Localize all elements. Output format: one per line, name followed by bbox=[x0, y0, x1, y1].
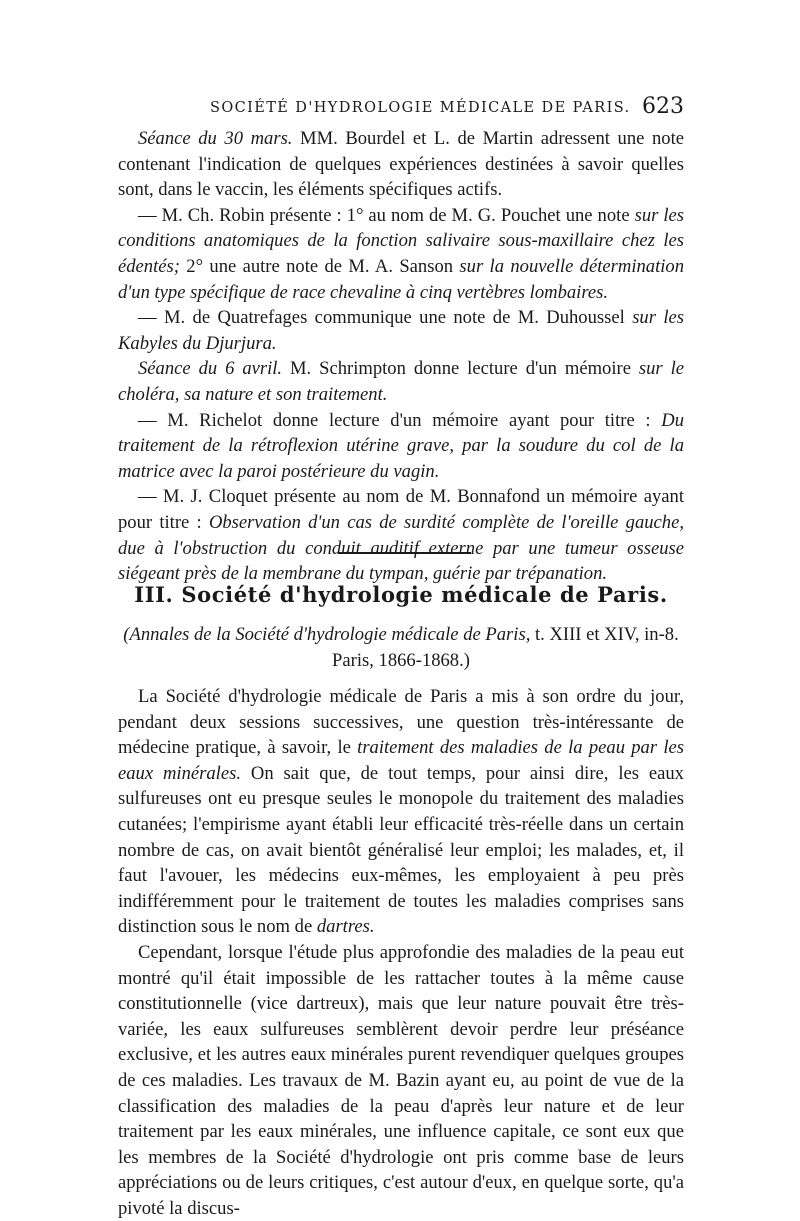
title-italic: sur le choléra, sa nature et son traitement. bbox=[118, 358, 684, 405]
paragraph-text: 2° une autre note de M. A. Sanson bbox=[179, 255, 460, 277]
section-heading: III. Société d'hydrologie médicale de Paris. bbox=[134, 582, 668, 607]
citation-details: t. XIII et XIV, in-8. Paris, 1866-1868.) bbox=[332, 624, 679, 671]
paragraph-text: — M. Ch. Robin présente : 1° au nom de M. G. Pouchet une note bbox=[138, 204, 635, 226]
paragraph-text: — M. J. Cloquet présente au nom de M. Bonnafond un mémoire ayant pour titre : bbox=[118, 486, 684, 533]
paragraph-richelot bbox=[118, 408, 684, 485]
proceedings-block bbox=[118, 126, 684, 587]
paragraph-text: MM. Bourdel et L. de Martin adressent une note contenant l'indication de quelques expériences destinées à savoir quelles sont, dans le vaccin, les éléments spécifiques actifs. bbox=[118, 128, 684, 201]
paragraph-text: M. Schrimpton donne lecture d'un mémoire bbox=[282, 358, 639, 380]
page-header bbox=[118, 94, 684, 124]
article-body bbox=[118, 684, 684, 1221]
paragraph-cloquet bbox=[118, 484, 684, 586]
paragraph-text: — M. Richelot donne lecture d'un mémoire ayant pour titre : bbox=[138, 409, 662, 431]
title-italic: Du traitement de la rétroflexion utérine grave, par la soudure du col de la matrice avec la paroi postérieure du vagin. bbox=[118, 409, 684, 482]
session-date: Séance du 30 mars. bbox=[138, 128, 293, 149]
session-date: Séance du 6 avril. bbox=[138, 358, 283, 380]
title-italic: Observation d'un cas de surdité complète de l'oreille gauche, due à l'obstruction du conduit auditif externe par une tumeur osseuse siégeant près de la membrane du tympan, guérie par trépanation. bbox=[118, 511, 684, 585]
title-italic: sur les Kabyles du Djurjura. bbox=[118, 307, 684, 354]
title-italic: sur les conditions anatomiques de la fonction salivaire sous-maxillaire chez les édentés; bbox=[118, 204, 684, 277]
paragraph-text: Cependant, lorsque l'étude plus approfondie des maladies de la peau eut montré qu'il était impossible de les rattacher toutes à la même cause constitutionnelle (vice dartreux), mais que leur nature pouvait être très-variée, les eaux sulfureuses semblèrent devoir perdre leur préséance exclusive, et les autres eaux minérales purent revendiquer quelques groupes de ces maladies. Les travaux de M. Bazin ayant eu, au point de vue de la classification des maladies de la peau d'après leur nature et de leur traitement par les eaux minérales, une influence capitale, ce sont eux que les membres de la Société d'hydrologie ont pris comme base de leurs appréciations ou de leurs critiques, c'est autour d'eux, en quelque sorte, qu'a pivoté la discus- bbox=[118, 941, 684, 1219]
citation-journal: (Annales de la Société d'hydrologie médicale de Paris, bbox=[123, 624, 531, 645]
body-paragraph-2 bbox=[118, 940, 684, 1221]
emphasis-italic: traitement des maladies de la peau par les eaux minérales. bbox=[118, 737, 685, 784]
paragraph-robin bbox=[118, 203, 684, 305]
body-paragraph-1 bbox=[118, 684, 684, 940]
title-italic: sur la nouvelle détermination d'un type spécifique de race chevaline à cinq vertèbres lombaires. bbox=[118, 255, 684, 303]
paragraph-text: On sait que, de tout temps, pour ainsi dire, les eaux sulfureuses ont eu presque seules le monopole du traitement des maladies cutanées; l'empirisme ayant établi leur efficacité très-réelle dans un certain nombre de cas, on avait bientôt généralisé leur emploi; les malades, et, il faut l'avouer, les médecins eux-mêmes, les employaient à peu près indifféremment pour le traitement de toutes les maladies comprises sans distinction sous le nom de bbox=[118, 762, 684, 938]
paragraph-quatrefages bbox=[118, 305, 684, 356]
emphasis-italic: dartres. bbox=[316, 916, 375, 938]
section-citation bbox=[118, 622, 684, 673]
section-divider bbox=[339, 552, 471, 554]
running-title: SOCIÉTÉ D'HYDROLOGIE MÉDICALE DE PARIS. bbox=[210, 100, 631, 116]
paragraph-seance-6-avril bbox=[118, 356, 684, 407]
paragraph-text: La Société d'hydrologie médicale de Paris a mis à son ordre du jour, pendant deux sessions successives, une question très-intéressante de médecine pratique, à savoir, le bbox=[118, 686, 684, 759]
page-number: 623 bbox=[642, 94, 684, 119]
paragraph-seance-30-mars bbox=[118, 126, 684, 203]
paragraph-text: — M. de Quatrefages communique une note de M. Duhoussel bbox=[138, 307, 633, 329]
